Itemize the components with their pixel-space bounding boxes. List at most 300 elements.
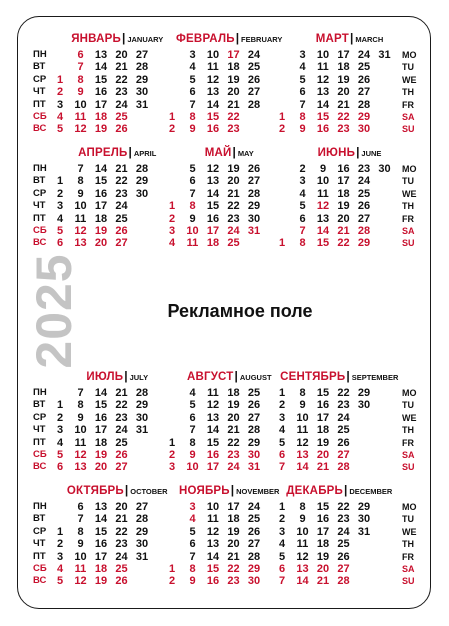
day-number: 30 (357, 123, 371, 136)
month-title-separator: | (344, 483, 348, 497)
day-number: 20 (316, 563, 330, 575)
day-number: 31 (135, 98, 149, 111)
day-number: 9 (189, 575, 196, 588)
day-number: 27 (337, 449, 350, 461)
day-number: 27 (135, 501, 149, 513)
day-number: 15 (94, 525, 108, 538)
day-number: 1 (278, 111, 286, 123)
day-number: 25 (247, 387, 261, 399)
day-number: 16 (316, 399, 330, 412)
weekday-label-ru: СБ (33, 111, 47, 122)
day-number: 3 (168, 225, 176, 237)
day-number: 4 (168, 237, 176, 250)
day-number: 21 (227, 550, 240, 563)
weekday-label-en: TU (402, 400, 414, 411)
weekday-label-ru: СБ (33, 225, 47, 236)
day-number: 14 (206, 98, 220, 111)
day-number: 20 (94, 237, 108, 250)
day-number: 19 (227, 525, 240, 538)
weekday-label-ru: ПТ (33, 550, 46, 562)
day-number: 14 (206, 187, 220, 200)
day-number: 24 (115, 98, 128, 111)
day-number: 2 (278, 399, 286, 412)
day-number: 14 (94, 61, 108, 74)
day-number: 21 (316, 461, 330, 474)
day-number: 1 (56, 399, 64, 412)
day-number: 23 (115, 411, 128, 424)
day-number: 25 (115, 111, 128, 123)
weekday-label-ru: СР (33, 187, 47, 199)
month-title-separator: | (349, 31, 354, 45)
weekday-label-ru: ПН (33, 49, 47, 60)
day-number: 3 (189, 501, 196, 513)
month-name-ru: ИЮНЬ (317, 147, 356, 159)
day-number: 20 (337, 86, 350, 99)
year-text: 2025 (26, 253, 82, 369)
weekday-label-ru: ВТ (33, 513, 46, 525)
day-number: 8 (189, 111, 196, 123)
day-number: 29 (135, 399, 149, 412)
day-number: 11 (207, 387, 219, 399)
month-name-en: NOVEMBER (236, 487, 280, 496)
day-number: 10 (74, 98, 87, 111)
day-number: 29 (247, 563, 261, 575)
day-number: 13 (74, 237, 87, 250)
day-number: 28 (247, 550, 261, 563)
day-number: 4 (56, 436, 64, 449)
month-title (176, 31, 282, 45)
day-number: 23 (337, 123, 350, 136)
day-number: 26 (247, 163, 261, 175)
day-number: 20 (227, 175, 240, 188)
weekday-label-en: MO (402, 388, 417, 398)
weekday-label-ru: ПТ (33, 212, 46, 224)
day-number: 26 (247, 73, 261, 86)
day-number: 5 (189, 163, 196, 175)
day-number: 8 (299, 387, 306, 399)
day-number: 11 (296, 538, 309, 551)
day-number: 12 (316, 73, 330, 86)
month-title-separator: | (230, 483, 235, 497)
day-number: 14 (94, 513, 108, 526)
month-title-separator: | (346, 369, 350, 383)
day-number: 7 (299, 98, 306, 111)
day-number: 12 (316, 200, 330, 213)
month-title (179, 483, 279, 497)
day-number: 16 (316, 123, 330, 136)
day-number: 26 (115, 123, 128, 136)
day-number: 24 (115, 200, 128, 213)
day-number: 24 (227, 225, 240, 237)
day-number: 2 (168, 123, 176, 136)
day-number: 6 (56, 237, 64, 250)
day-number: 27 (247, 538, 261, 551)
day-number: 30 (135, 411, 149, 424)
day-number: 12 (74, 225, 87, 237)
day-number: 16 (316, 513, 330, 526)
day-number: 7 (189, 98, 196, 111)
day-number: 27 (357, 86, 371, 99)
day-number: 10 (74, 200, 87, 213)
day-number: 15 (94, 175, 108, 188)
day-number: 11 (74, 212, 87, 225)
day-number: 21 (227, 424, 240, 437)
day-number: 15 (206, 563, 220, 575)
day-number: 27 (247, 86, 261, 99)
day-number: 2 (168, 212, 176, 225)
day-number: 29 (247, 200, 261, 213)
day-number: 21 (227, 98, 240, 111)
day-number: 2 (168, 449, 176, 461)
day-number: 24 (115, 424, 128, 437)
day-number: 31 (357, 525, 371, 538)
day-number: 6 (56, 461, 64, 474)
day-number: 17 (227, 501, 240, 513)
day-number: 3 (56, 550, 64, 563)
day-number: 25 (115, 436, 128, 449)
month-title (78, 145, 156, 159)
day-number: 2 (56, 86, 64, 99)
day-number: 18 (94, 212, 108, 225)
day-number: 28 (337, 461, 350, 474)
day-number: 25 (357, 61, 371, 74)
weekday-label-ru: ПН (33, 387, 47, 398)
day-number: 13 (94, 49, 108, 61)
month-name-ru: ФЕВРАЛЬ (176, 33, 235, 45)
day-number: 5 (56, 225, 64, 237)
weekday-label-en: TH (402, 87, 414, 98)
day-number: 13 (316, 212, 330, 225)
month-name-en: AUGUST (239, 373, 272, 382)
day-number: 10 (74, 424, 87, 437)
day-number: 21 (115, 513, 128, 526)
day-number: 2 (299, 163, 306, 175)
weekday-label-en: WE (402, 412, 417, 423)
day-number: 17 (316, 525, 330, 538)
day-number: 6 (189, 538, 196, 551)
month-name-ru: ДЕКАБРЬ (286, 485, 343, 497)
day-number: 19 (337, 200, 350, 213)
weekday-label-ru: ВС (33, 237, 47, 249)
day-number: 13 (206, 175, 220, 188)
day-number: 19 (227, 73, 240, 86)
weekday-label-en: SA (402, 450, 415, 460)
day-number: 27 (115, 461, 128, 474)
day-number: 9 (77, 187, 84, 200)
day-number: 20 (115, 49, 128, 61)
day-number: 30 (378, 163, 391, 175)
day-number: 10 (316, 175, 330, 188)
weekday-label-ru: ВС (33, 461, 47, 473)
day-number: 18 (94, 111, 108, 123)
day-number: 6 (299, 212, 306, 225)
day-number: 15 (316, 237, 330, 250)
day-number: 22 (337, 111, 350, 123)
day-number: 26 (247, 399, 261, 412)
day-number: 6 (189, 86, 196, 99)
day-number: 11 (207, 513, 219, 526)
day-number: 7 (189, 187, 196, 200)
day-number: 2 (168, 575, 176, 588)
day-number: 25 (337, 538, 350, 551)
weekday-label-en: FR (402, 99, 414, 110)
day-number: 5 (278, 436, 286, 449)
day-number: 10 (316, 49, 330, 61)
day-number: 11 (74, 563, 87, 575)
day-number: 4 (278, 424, 286, 437)
day-number: 22 (115, 399, 128, 412)
day-number: 28 (247, 424, 261, 437)
day-number: 25 (247, 61, 261, 74)
day-number: 3 (299, 175, 306, 188)
day-number: 10 (186, 461, 199, 474)
day-number: 10 (186, 225, 199, 237)
day-number: 30 (247, 449, 261, 461)
day-number: 27 (135, 49, 149, 61)
day-number: 24 (247, 501, 261, 513)
day-number: 29 (135, 175, 149, 188)
day-number: 8 (77, 73, 84, 86)
day-number: 16 (94, 538, 108, 551)
day-number: 18 (227, 513, 240, 526)
weekday-label-en: TU (402, 514, 414, 525)
day-number: 25 (247, 513, 261, 526)
day-number: 10 (206, 501, 220, 513)
day-number: 1 (168, 111, 176, 123)
weekday-label-ru: ВС (33, 575, 47, 587)
day-number: 5 (189, 399, 196, 412)
day-number: 9 (299, 123, 306, 136)
weekday-label-ru: ПТ (33, 436, 46, 448)
day-number: 25 (357, 187, 371, 200)
day-number: 11 (317, 61, 329, 74)
day-number: 1 (168, 200, 176, 213)
day-number: 6 (189, 175, 196, 188)
day-number: 10 (206, 49, 220, 61)
weekday-label-en: SA (402, 226, 415, 236)
day-number: 8 (189, 563, 196, 575)
day-number: 4 (56, 212, 64, 225)
weekday-label-ru: СБ (33, 563, 47, 574)
day-number: 12 (206, 163, 220, 175)
day-number: 28 (337, 575, 350, 588)
month-title-separator: | (124, 369, 128, 383)
weekday-label-en: TH (402, 539, 414, 550)
day-number: 18 (227, 387, 240, 399)
weekday-label-ru: ВС (33, 123, 47, 135)
weekday-label-ru: ЧТ (33, 200, 46, 212)
day-number: 21 (115, 163, 128, 175)
day-number: 15 (316, 111, 330, 123)
month-title (318, 145, 382, 159)
day-number: 27 (337, 563, 350, 575)
day-number: 9 (299, 399, 306, 412)
day-number: 27 (247, 175, 261, 188)
weekday-label-en: SU (402, 576, 415, 587)
day-number: 27 (357, 212, 371, 225)
day-number: 26 (357, 200, 371, 213)
day-number: 16 (94, 411, 108, 424)
day-number: 2 (278, 513, 286, 526)
year-vertical-label (26, 253, 82, 369)
day-number: 26 (357, 73, 371, 86)
day-number: 30 (357, 513, 371, 526)
day-number: 28 (357, 98, 371, 111)
day-number: 4 (189, 61, 196, 74)
day-number: 1 (168, 563, 176, 575)
day-number: 6 (189, 411, 196, 424)
day-number: 8 (77, 525, 84, 538)
weekday-label-en: TH (402, 425, 414, 436)
day-number: 11 (74, 436, 87, 449)
day-number: 12 (74, 449, 87, 461)
month-name-en: FEBRUARY (241, 35, 283, 44)
day-number: 20 (227, 538, 240, 551)
weekday-label-en: WE (402, 188, 417, 199)
day-number: 4 (299, 187, 306, 200)
day-number: 16 (206, 212, 220, 225)
day-number: 21 (115, 61, 128, 74)
day-number: 28 (135, 513, 149, 526)
weekday-label-ru: ЧТ (33, 424, 46, 436)
day-number: 11 (207, 61, 219, 74)
day-number: 18 (337, 187, 350, 200)
month-name-en: JULY (129, 373, 149, 382)
day-number: 7 (278, 461, 286, 474)
day-number: 8 (77, 175, 84, 188)
day-number: 25 (115, 563, 128, 575)
day-number: 11 (317, 187, 329, 200)
day-number: 22 (115, 525, 128, 538)
weekday-label-ru: ПТ (33, 98, 46, 110)
day-number: 8 (299, 237, 306, 250)
day-number: 15 (206, 200, 220, 213)
day-number: 13 (206, 411, 220, 424)
weekday-label-en: FR (402, 213, 414, 224)
day-number: 21 (337, 98, 350, 111)
day-number: 23 (227, 212, 240, 225)
day-number: 4 (299, 61, 306, 74)
month-name-ru: ОКТЯБРЬ (66, 485, 124, 497)
day-number: 30 (247, 575, 261, 588)
day-number: 23 (337, 399, 350, 412)
day-number: 27 (115, 237, 128, 250)
day-number: 19 (94, 225, 108, 237)
day-number: 30 (135, 187, 149, 200)
weekday-label-en: TH (402, 201, 414, 212)
weekday-label-ru: ПН (33, 163, 47, 174)
day-number: 9 (77, 86, 84, 99)
day-number: 17 (206, 461, 220, 474)
day-number: 14 (206, 424, 220, 437)
day-number: 23 (227, 575, 240, 588)
day-number: 18 (227, 61, 240, 74)
day-number: 26 (115, 225, 128, 237)
day-number: 15 (94, 399, 108, 412)
day-number: 26 (115, 449, 128, 461)
day-number: 24 (337, 411, 350, 424)
day-number: 19 (316, 436, 330, 449)
day-number: 1 (278, 501, 286, 513)
day-number: 19 (227, 399, 240, 412)
day-number: 18 (316, 424, 330, 437)
day-number: 13 (206, 86, 220, 99)
day-number: 14 (206, 550, 220, 563)
day-number: 8 (299, 501, 306, 513)
day-number: 29 (357, 501, 371, 513)
day-number: 1 (278, 237, 286, 250)
day-number: 14 (296, 461, 309, 474)
day-number: 23 (337, 513, 350, 526)
day-number: 4 (56, 111, 64, 123)
day-number: 2 (56, 538, 64, 551)
day-number: 19 (227, 163, 240, 175)
day-number: 22 (227, 200, 240, 213)
month-name-ru: СЕНТЯБРЬ (280, 371, 346, 383)
month-name-ru: АВГУСТ (186, 371, 234, 383)
day-number: 17 (94, 424, 108, 437)
weekday-label-en: MO (402, 164, 417, 174)
day-number: 28 (247, 187, 261, 200)
day-number: 15 (206, 111, 220, 123)
month-title-separator: | (121, 31, 126, 45)
day-number: 5 (299, 73, 306, 86)
weekday-label-en: SA (402, 564, 415, 574)
weekday-label-ru: СР (33, 525, 47, 537)
day-number: 29 (357, 237, 371, 250)
weekday-label-ru: ЧТ (33, 538, 46, 550)
day-number: 24 (357, 49, 371, 61)
day-number: 11 (296, 424, 309, 437)
day-number: 12 (206, 73, 220, 86)
weekday-label-en: WE (402, 74, 417, 85)
month-title (316, 31, 384, 45)
day-number: 9 (77, 411, 84, 424)
day-number: 30 (135, 538, 149, 551)
day-number: 22 (337, 237, 350, 250)
month-name-ru: ЯНВАРЬ (71, 33, 121, 45)
day-number: 22 (115, 175, 128, 188)
day-number: 18 (94, 436, 108, 449)
day-number: 14 (94, 163, 108, 175)
day-number: 9 (189, 212, 196, 225)
weekday-label-ru: ЧТ (33, 86, 46, 98)
day-number: 20 (115, 501, 128, 513)
weekday-label-en: FR (402, 437, 414, 448)
weekday-label-ru: ВТ (33, 61, 46, 73)
month-name-en: JUNE (361, 149, 382, 158)
day-number: 17 (206, 225, 220, 237)
day-number: 7 (189, 424, 196, 437)
day-number: 1 (168, 436, 176, 449)
day-number: 17 (94, 550, 108, 563)
day-number: 2 (278, 123, 286, 136)
day-number: 25 (337, 424, 350, 437)
day-number: 28 (135, 163, 149, 175)
day-number: 9 (189, 123, 196, 136)
day-number: 20 (94, 461, 108, 474)
weekday-label-en: SU (402, 462, 415, 473)
day-number: 9 (77, 538, 84, 551)
day-number: 19 (94, 449, 108, 461)
month-name-ru: ИЮЛЬ (86, 371, 124, 383)
day-number: 5 (56, 575, 64, 588)
day-number: 4 (189, 387, 196, 399)
day-number: 22 (227, 563, 240, 575)
day-number: 21 (316, 575, 330, 588)
day-number: 3 (278, 525, 286, 538)
weekday-label-ru: ПН (33, 501, 47, 512)
